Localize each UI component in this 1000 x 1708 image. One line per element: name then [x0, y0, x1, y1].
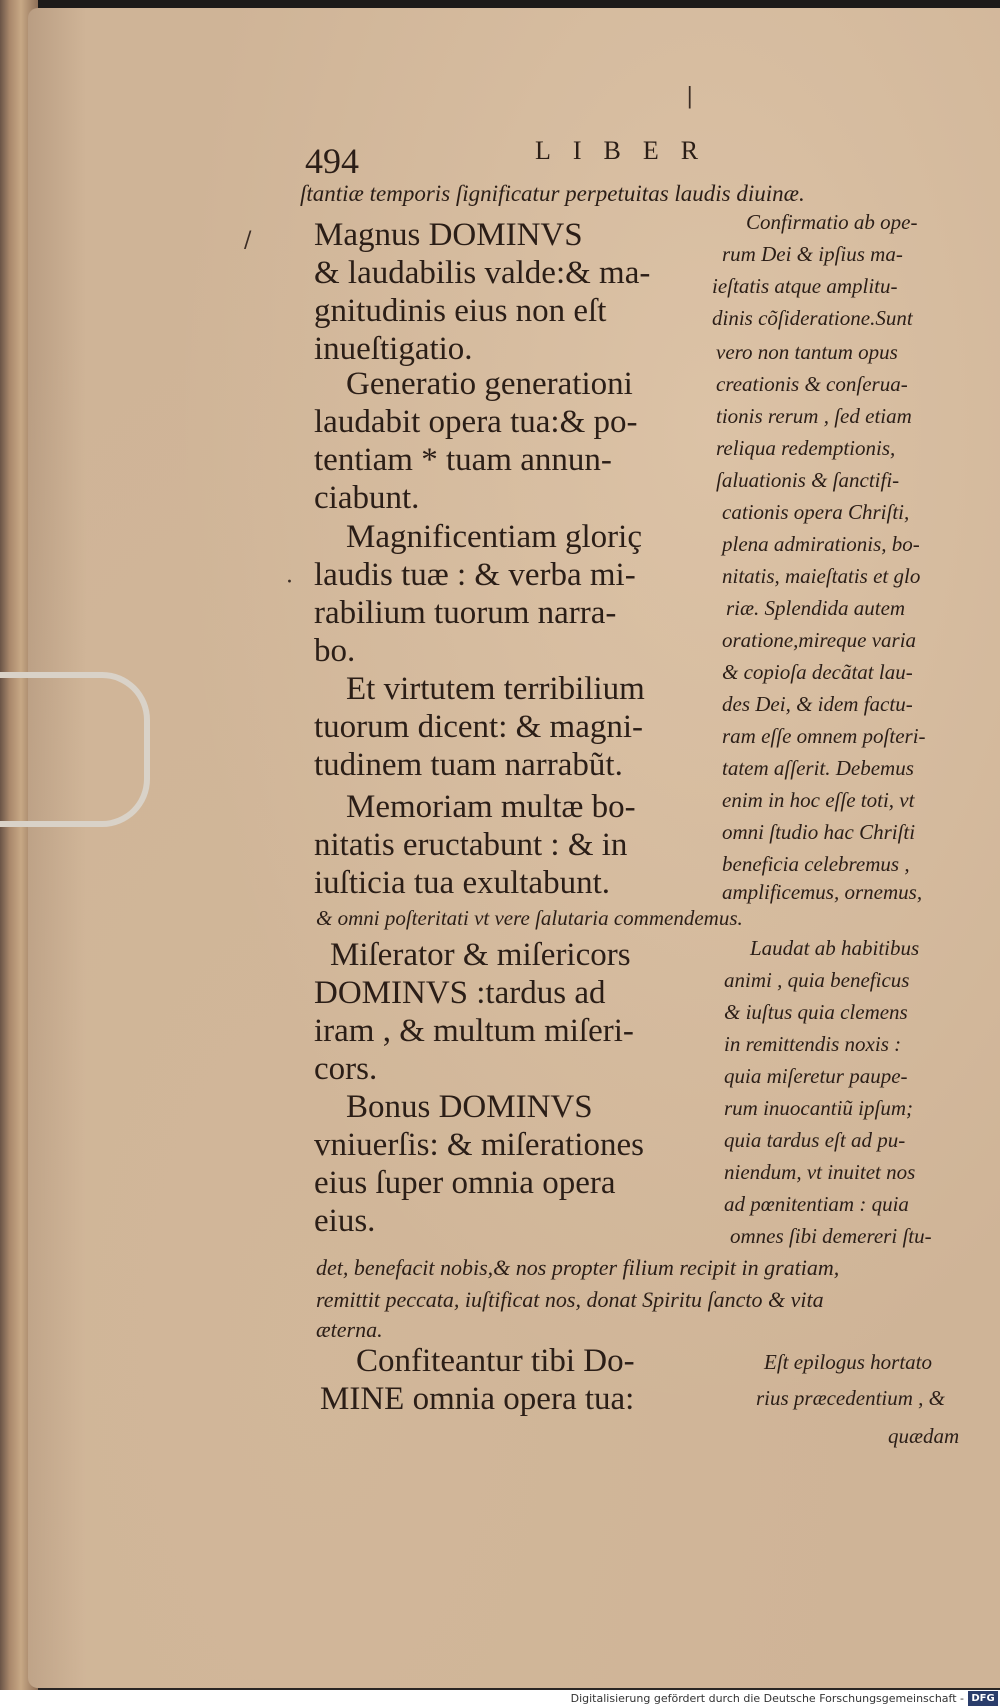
verse-line: iram , & multum miſeri-: [314, 1013, 634, 1049]
margin-mark: ·: [286, 570, 293, 595]
verse-line: iuſticia tua exultabunt.: [314, 865, 611, 901]
gloss-line: des Dei, & idem factu-: [722, 692, 913, 716]
verse-line: inueſtigatio.: [314, 331, 473, 367]
gloss-line: remittit peccata, iuſtificat nos, donat Spiritu ſancto & vita: [316, 1287, 824, 1312]
verse-line: vniuerſis: & miſerationes: [314, 1127, 644, 1163]
gloss-line: & copioſa decãtat lau-: [722, 660, 913, 684]
dfg-logo: DFG: [968, 1691, 998, 1706]
verse-line: bo.: [314, 633, 356, 669]
gloss-line: Eſt epilogus hortato: [764, 1350, 932, 1374]
verse-line: laudabit opera tua:& po-: [314, 404, 638, 440]
verse-line: Magnus DOMINVS: [314, 217, 583, 253]
gloss-line: enim in hoc eſſe toti, vt: [722, 788, 915, 812]
verse-line: MINE omnia opera tua:: [320, 1381, 635, 1417]
gloss-line: quia miſeretur paupe-: [724, 1064, 908, 1088]
gloss-line: animi , quia beneficus: [724, 968, 910, 992]
gloss-line: æterna.: [316, 1317, 383, 1342]
gloss-line: beneficia celebremus ,: [722, 852, 910, 876]
running-title: LIBER: [535, 136, 721, 165]
verse-line: Memoriam multæ bo-: [346, 789, 636, 825]
gloss-line: rum inuocantiũ ipſum;: [724, 1096, 913, 1120]
verse-line: Et virtutem terribilium: [346, 671, 645, 707]
continued-line: ſtantiæ temporis ſignificatur perpetuitas laudis diuinæ.: [300, 181, 805, 206]
gloss-line: plena admirationis, bo-: [722, 532, 920, 556]
gloss-line: in remittendis noxis :: [724, 1032, 902, 1056]
gloss-line: cationis opera Chriſti,: [722, 500, 910, 524]
gloss-line: tionis rerum , ſed etiam: [716, 404, 912, 428]
gloss-line: omni ſtudio hac Chriſti: [722, 820, 916, 844]
gloss-line: rius præcedentium , &: [756, 1386, 945, 1410]
verse-line: eius.: [314, 1203, 376, 1239]
gloss-line: & iuſtus quia clemens: [724, 1000, 908, 1024]
gloss-line: quædam: [888, 1424, 960, 1448]
verse-line: & laudabilis valde:& ma-: [314, 255, 651, 291]
gloss-line: creationis & conſerua-: [716, 372, 908, 396]
verse-line: ciabunt.: [314, 480, 420, 516]
gloss-line: det, benefacit nobis,& nos propter filium recipit in gratiam,: [316, 1255, 840, 1280]
gloss-line: dinis cõſideratione.Sunt: [712, 306, 913, 330]
verse-line: Confiteantur tibi Do-: [356, 1343, 635, 1379]
verse-line: Bonus DOMINVS: [346, 1089, 593, 1125]
verse-line: Generatio generationi: [346, 366, 633, 402]
gloss-line: ad pœnitentiam : quia: [724, 1192, 909, 1216]
gloss-line: Laudat ab habitibus: [750, 936, 920, 960]
verse-line: tentiam * tuam annun-: [314, 442, 612, 478]
verse-line: tudinem tuam narrabũt.: [314, 747, 623, 783]
verse-line: gnitudinis eius non eſt: [314, 293, 607, 329]
footer-bar: [0, 1690, 1000, 1708]
gloss-line: reliqua redemptionis,: [716, 436, 896, 460]
gloss-line: ram eſſe omnem poſteri-: [722, 724, 926, 748]
verse-line: Magnificentiam gloriç: [346, 519, 642, 555]
gloss-line: amplificemus, ornemus,: [722, 880, 923, 904]
margin-mark: |: [686, 84, 694, 109]
verse-line: cors.: [314, 1051, 378, 1087]
gloss-line: quia tardus eſt ad pu-: [724, 1128, 906, 1152]
verse-line: Miſerator & miſericors: [330, 937, 631, 973]
verse-line: laudis tuæ : & verba mi-: [314, 557, 636, 593]
margin-mark: /: [244, 228, 252, 253]
verse-line: DOMINVS :tardus ad: [314, 975, 606, 1011]
gloss-line: omnes ſibi demereri ſtu-: [730, 1224, 932, 1248]
gloss-line: Confirmatio ab ope-: [746, 210, 918, 234]
gloss-line: vero non tantum opus: [716, 340, 898, 364]
gloss-line: riæ. Splendida autem: [726, 596, 906, 620]
page-number: 494: [305, 141, 359, 181]
verse-line: eius ſuper omnia opera: [314, 1165, 616, 1201]
footer-credit: Digitalisierung gefördert durch die Deutsche Forschungsgemeinschaft -: [570, 1692, 964, 1705]
gloss-line: & omni poſteritati vt vere ſalutaria commendemus.: [316, 906, 743, 930]
gloss-line: tatem aſſerit. Debemus: [722, 756, 914, 780]
gloss-line: ſaluationis & ſanctifi-: [716, 468, 900, 492]
page-clip-mark: [0, 672, 150, 827]
gloss-line: niendum, vt inuitet nos: [724, 1160, 916, 1184]
verse-line: tuorum dicent: & magni-: [314, 709, 644, 745]
gloss-line: oratione,mireque varia: [722, 628, 917, 652]
gloss-line: nitatis, maieſtatis et glo: [722, 564, 921, 588]
gloss-line: ieſtatis atque amplitu-: [712, 274, 898, 298]
verse-line: rabilium tuorum narra-: [314, 595, 617, 631]
gloss-line: rum Dei & ipſius ma-: [722, 242, 903, 266]
verse-line: nitatis eructabunt : & in: [314, 827, 628, 863]
